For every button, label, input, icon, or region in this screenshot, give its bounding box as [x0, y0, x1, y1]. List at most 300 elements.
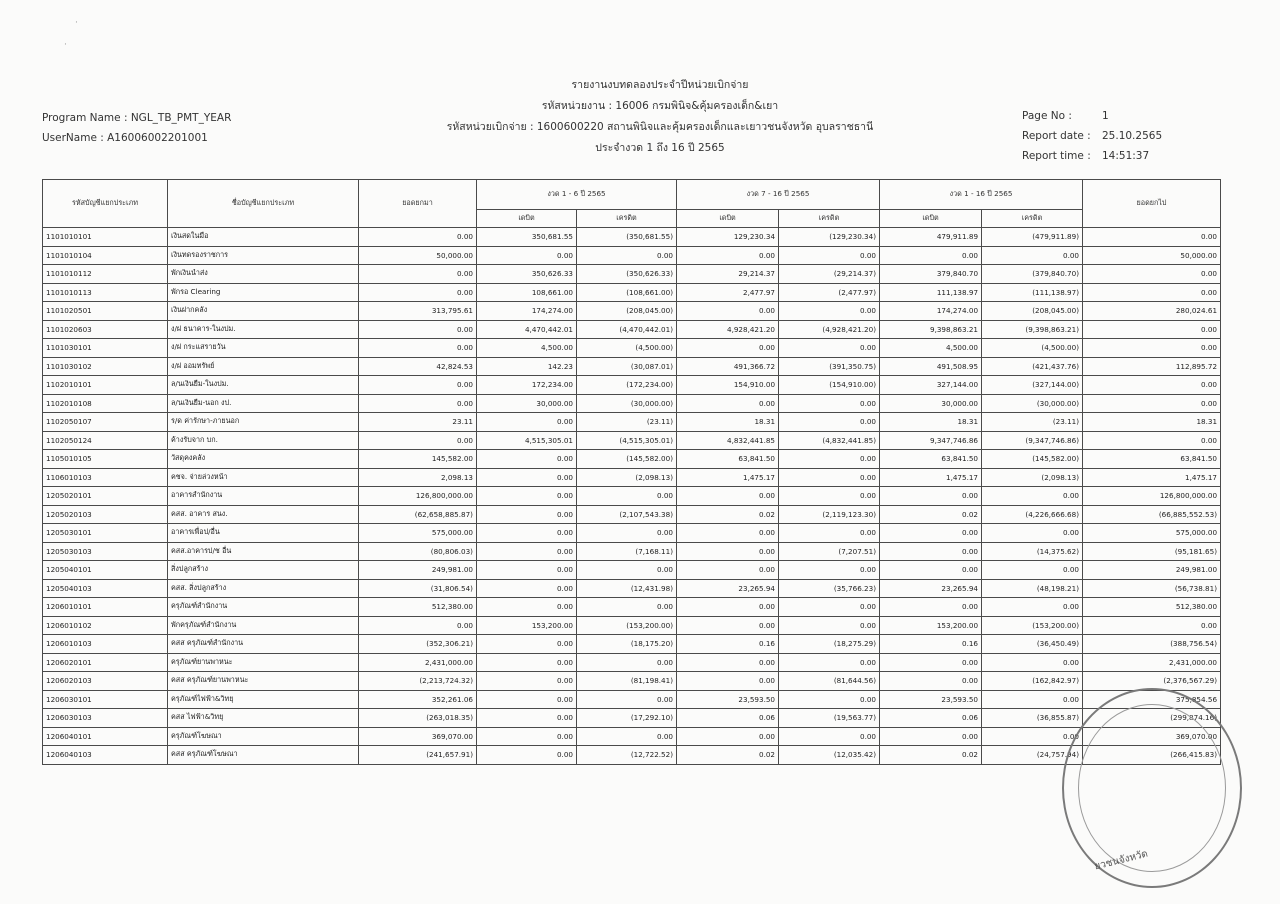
- cell-credit-1-6: (108,661.00): [577, 283, 677, 302]
- cell-opening-balance: 42,824.53: [359, 357, 477, 376]
- cell-debit-7-16: 29,214.37: [677, 265, 779, 284]
- cell-opening-balance: 23.11: [359, 413, 477, 432]
- cell-debit-7-16: 0.06: [677, 709, 779, 728]
- cell-credit-7-16: (154,910.00): [779, 376, 880, 395]
- cell-credit-1-16: (4,226,666.68): [982, 505, 1083, 524]
- cell-opening-balance: 249,981.00: [359, 561, 477, 580]
- cell-credit-1-6: 0.00: [577, 246, 677, 265]
- cell-credit-1-6: (4,470,442.01): [577, 320, 677, 339]
- cell-opening-balance: (352,306.21): [359, 635, 477, 654]
- table-row: [43, 598, 1221, 617]
- table-row: [43, 727, 1221, 746]
- trial-balance-table: [42, 179, 1221, 765]
- cell-account-name: คชจ. จ่ายล่วงหน้า: [168, 468, 359, 487]
- cell-debit-7-16: 4,832,441.85: [677, 431, 779, 450]
- cell-account-name: พักรอ Clearing: [168, 283, 359, 302]
- cell-debit-7-16: 491,366.72: [677, 357, 779, 376]
- cell-debit-1-16: 479,911.89: [880, 228, 982, 247]
- cell-debit-1-16: 491,508.95: [880, 357, 982, 376]
- table-row: [43, 653, 1221, 672]
- cell-debit-7-16: 0.00: [677, 672, 779, 691]
- cell-opening-balance: 0.00: [359, 283, 477, 302]
- cell-debit-1-16: 0.02: [880, 505, 982, 524]
- cell-debit-7-16: 0.16: [677, 635, 779, 654]
- cell-debit-1-16: 1,475.17: [880, 468, 982, 487]
- cell-debit-1-16: 174,274.00: [880, 302, 982, 321]
- cell-credit-7-16: (2,119,123.30): [779, 505, 880, 524]
- cell-debit-1-6: 350,681.55: [477, 228, 577, 247]
- cell-closing-balance: 0.00: [1083, 228, 1221, 247]
- cell-opening-balance: 0.00: [359, 376, 477, 395]
- cell-account-code: 1205020103: [43, 505, 168, 524]
- cell-opening-balance: 0.00: [359, 320, 477, 339]
- cell-account-name: คสส.อาคารป/ช อื่น: [168, 542, 359, 561]
- cell-credit-7-16: (18,275.29): [779, 635, 880, 654]
- cell-debit-1-6: 0.00: [477, 598, 577, 617]
- cell-debit-7-16: 4,928,421.20: [677, 320, 779, 339]
- cell-credit-1-16: (9,398,863.21): [982, 320, 1083, 339]
- cell-debit-1-6: 0.00: [477, 413, 577, 432]
- cell-opening-balance: 369,070.00: [359, 727, 477, 746]
- cell-account-name: คสส ครุภัณฑ์สำนักงาน: [168, 635, 359, 654]
- cell-credit-1-16: (479,911.89): [982, 228, 1083, 247]
- header-credit: เครดิต: [779, 210, 880, 228]
- cell-credit-1-16: (111,138.97): [982, 283, 1083, 302]
- cell-debit-1-16: 30,000.00: [880, 394, 982, 413]
- cell-account-code: 1206040101: [43, 727, 168, 746]
- table-row: [43, 283, 1221, 302]
- header-period-7-16: งวด 7 - 16 ปี 2565: [677, 180, 880, 210]
- cell-credit-1-16: (162,842.97): [982, 672, 1083, 691]
- cell-closing-balance: 0.00: [1083, 265, 1221, 284]
- table-row: [43, 487, 1221, 506]
- cell-debit-1-16: 4,500.00: [880, 339, 982, 358]
- cell-debit-1-6: 0.00: [477, 690, 577, 709]
- cell-debit-7-16: 0.00: [677, 524, 779, 543]
- cell-credit-7-16: 0.00: [779, 487, 880, 506]
- cell-debit-7-16: 0.02: [677, 746, 779, 765]
- cell-credit-1-16: (36,855.87): [982, 709, 1083, 728]
- cell-credit-1-6: (350,626.33): [577, 265, 677, 284]
- scan-speck: ·: [64, 40, 67, 50]
- table-row: [43, 561, 1221, 580]
- cell-account-code: 1206010103: [43, 635, 168, 654]
- cell-opening-balance: (31,806.54): [359, 579, 477, 598]
- cell-account-code: 1101010113: [43, 283, 168, 302]
- cell-credit-1-16: (14,375.62): [982, 542, 1083, 561]
- table-row: [43, 394, 1221, 413]
- cell-account-name: ง/ฝ ออมทรัพย์: [168, 357, 359, 376]
- cell-opening-balance: 0.00: [359, 431, 477, 450]
- cell-credit-7-16: 0.00: [779, 653, 880, 672]
- cell-account-code: 1102010101: [43, 376, 168, 395]
- cell-closing-balance: 0.00: [1083, 431, 1221, 450]
- cell-credit-1-16: (379,840.70): [982, 265, 1083, 284]
- cell-opening-balance: 50,000.00: [359, 246, 477, 265]
- cell-debit-7-16: 23,265.94: [677, 579, 779, 598]
- table-row: [43, 542, 1221, 561]
- header-credit: เครดิต: [982, 210, 1083, 228]
- cell-account-name: ครุภัณฑ์สำนักงาน: [168, 598, 359, 617]
- cell-opening-balance: 126,800,000.00: [359, 487, 477, 506]
- cell-credit-7-16: (81,644.56): [779, 672, 880, 691]
- cell-account-code: 1205040103: [43, 579, 168, 598]
- cell-account-name: คสส. อาคาร สนง.: [168, 505, 359, 524]
- cell-credit-7-16: (12,035.42): [779, 746, 880, 765]
- cell-credit-1-16: (9,347,746.86): [982, 431, 1083, 450]
- cell-credit-1-16: (4,500.00): [982, 339, 1083, 358]
- cell-debit-1-6: 0.00: [477, 524, 577, 543]
- cell-account-code: 1102050107: [43, 413, 168, 432]
- cell-account-name: วัสดุคงคลัง: [168, 450, 359, 469]
- cell-opening-balance: 145,582.00: [359, 450, 477, 469]
- cell-credit-1-6: (208,045.00): [577, 302, 677, 321]
- cell-credit-1-16: (48,198.21): [982, 579, 1083, 598]
- cell-debit-1-16: 0.00: [880, 246, 982, 265]
- cell-opening-balance: 2,431,000.00: [359, 653, 477, 672]
- cell-closing-balance: 112,895.72: [1083, 357, 1221, 376]
- cell-credit-1-6: 0.00: [577, 561, 677, 580]
- table-row: [43, 690, 1221, 709]
- cell-debit-1-6: 153,200.00: [477, 616, 577, 635]
- cell-credit-1-16: (153,200.00): [982, 616, 1083, 635]
- cell-account-name: คสส. สิ่งปลูกสร้าง: [168, 579, 359, 598]
- cell-credit-1-16: (2,098.13): [982, 468, 1083, 487]
- table-row: [43, 616, 1221, 635]
- seal-inner-ring: [1078, 704, 1226, 872]
- cell-credit-7-16: (19,563.77): [779, 709, 880, 728]
- cell-account-name: คสส ครุภัณฑ์โฆษณา: [168, 746, 359, 765]
- cell-closing-balance: (266,415.83): [1083, 746, 1221, 765]
- cell-debit-7-16: 0.02: [677, 505, 779, 524]
- cell-account-name: ครุภัณฑ์ไฟฟ้า&วิทยุ: [168, 690, 359, 709]
- cell-credit-7-16: 0.00: [779, 394, 880, 413]
- cell-closing-balance: 512,380.00: [1083, 598, 1221, 617]
- cell-credit-1-6: 0.00: [577, 524, 677, 543]
- cell-debit-1-6: 0.00: [477, 653, 577, 672]
- cell-account-name: ครุภัณฑ์ยานพาหนะ: [168, 653, 359, 672]
- period-line: ประจำงวด 1 ถึง 16 ปี 2565: [595, 142, 725, 154]
- cell-debit-1-16: 9,398,863.21: [880, 320, 982, 339]
- cell-credit-1-6: (12,431.98): [577, 579, 677, 598]
- cell-debit-7-16: 0.00: [677, 542, 779, 561]
- cell-account-code: 1101010112: [43, 265, 168, 284]
- cell-credit-7-16: 0.00: [779, 524, 880, 543]
- cell-credit-1-16: 0.00: [982, 487, 1083, 506]
- page-label: Page No :: [1022, 110, 1072, 122]
- cell-opening-balance: 0.00: [359, 265, 477, 284]
- table-row: [43, 672, 1221, 691]
- program-info: [42, 108, 231, 148]
- cell-debit-1-6: 4,515,305.01: [477, 431, 577, 450]
- cell-closing-balance: 2,431,000.00: [1083, 653, 1221, 672]
- cell-closing-balance: (2,376,567.29): [1083, 672, 1221, 691]
- cell-debit-1-16: 0.00: [880, 727, 982, 746]
- cell-debit-1-16: 0.02: [880, 746, 982, 765]
- table-row: [43, 450, 1221, 469]
- cell-credit-1-6: 0.00: [577, 727, 677, 746]
- cell-closing-balance: 1,475.17: [1083, 468, 1221, 487]
- cell-account-name: ง/ฝ ธนาคาร-ในงปม.: [168, 320, 359, 339]
- cell-credit-1-16: (327,144.00): [982, 376, 1083, 395]
- cell-account-name: ง/ฝ กระแสรายวัน: [168, 339, 359, 358]
- cell-debit-7-16: 1,475.17: [677, 468, 779, 487]
- cell-credit-1-6: (30,000.00): [577, 394, 677, 413]
- cell-opening-balance: (2,213,724.32): [359, 672, 477, 691]
- cell-debit-1-16: 0.16: [880, 635, 982, 654]
- report-time-value: 14:51:37: [1102, 150, 1150, 162]
- cell-account-code: 1105010105: [43, 450, 168, 469]
- report-meta: [1022, 106, 1162, 166]
- cell-closing-balance: 0.00: [1083, 616, 1221, 635]
- cell-closing-balance: 63,841.50: [1083, 450, 1221, 469]
- report-date-label: Report date :: [1022, 130, 1091, 142]
- cell-account-code: 1205030101: [43, 524, 168, 543]
- cell-debit-7-16: 0.00: [677, 394, 779, 413]
- cell-credit-7-16: (391,350.75): [779, 357, 880, 376]
- cell-debit-1-6: 4,470,442.01: [477, 320, 577, 339]
- cell-credit-1-16: 0.00: [982, 561, 1083, 580]
- cell-debit-1-16: 23,265.94: [880, 579, 982, 598]
- cell-account-name: พักครุภัณฑ์สำนักงาน: [168, 616, 359, 635]
- cell-opening-balance: (241,657.91): [359, 746, 477, 765]
- cell-closing-balance: 369,070.00: [1083, 727, 1221, 746]
- cell-account-name: คสส ไฟฟ้า&วิทยุ: [168, 709, 359, 728]
- table-row: [43, 505, 1221, 524]
- cell-credit-1-16: (23.11): [982, 413, 1083, 432]
- cell-account-code: 1101020603: [43, 320, 168, 339]
- cell-debit-1-16: 111,138.97: [880, 283, 982, 302]
- cell-credit-1-6: (12,722.52): [577, 746, 677, 765]
- table-row: [43, 524, 1221, 543]
- cell-debit-1-6: 0.00: [477, 450, 577, 469]
- cell-closing-balance: 0.00: [1083, 283, 1221, 302]
- cell-closing-balance: 0.00: [1083, 376, 1221, 395]
- cell-closing-balance: (388,756.54): [1083, 635, 1221, 654]
- cell-debit-1-6: 0.00: [477, 709, 577, 728]
- cell-debit-7-16: 0.00: [677, 302, 779, 321]
- cell-credit-1-16: (24,757.94): [982, 746, 1083, 765]
- cell-credit-7-16: (4,832,441.85): [779, 431, 880, 450]
- agency-line: รหัสหน่วยงาน : 16006 กรมพินิจ&คุ้มครองเด็ก&เยา: [541, 100, 779, 112]
- cell-debit-1-6: 108,661.00: [477, 283, 577, 302]
- table-row: [43, 246, 1221, 265]
- cell-credit-1-16: 0.00: [982, 598, 1083, 617]
- cell-credit-1-16: (30,000.00): [982, 394, 1083, 413]
- cell-account-name: อาคารเพื่อป/อื่น: [168, 524, 359, 543]
- cell-credit-1-6: (7,168.11): [577, 542, 677, 561]
- table-row: [43, 320, 1221, 339]
- cell-account-code: 1205020101: [43, 487, 168, 506]
- program-name: Program Name : NGL_TB_PMT_YEAR: [42, 112, 232, 124]
- cell-credit-1-16: (421,437.76): [982, 357, 1083, 376]
- cell-credit-7-16: 0.00: [779, 727, 880, 746]
- cell-credit-1-16: (208,045.00): [982, 302, 1083, 321]
- cell-credit-7-16: (7,207.51): [779, 542, 880, 561]
- cell-credit-1-6: (18,175.20): [577, 635, 677, 654]
- cell-debit-1-6: 0.00: [477, 505, 577, 524]
- cell-debit-1-6: 0.00: [477, 672, 577, 691]
- cell-opening-balance: 352,261.06: [359, 690, 477, 709]
- table-row: [43, 746, 1221, 765]
- header-debit: เดบิต: [677, 210, 779, 228]
- cell-account-code: 1206020103: [43, 672, 168, 691]
- cell-opening-balance: (263,018.35): [359, 709, 477, 728]
- cell-credit-7-16: 0.00: [779, 302, 880, 321]
- cell-opening-balance: 0.00: [359, 339, 477, 358]
- cell-account-code: 1102050124: [43, 431, 168, 450]
- cell-account-code: 1206010102: [43, 616, 168, 635]
- report-time-label: Report time :: [1022, 150, 1091, 162]
- cell-debit-1-6: 4,500.00: [477, 339, 577, 358]
- cell-debit-1-6: 174,274.00: [477, 302, 577, 321]
- cell-debit-1-6: 0.00: [477, 727, 577, 746]
- cell-credit-1-6: (153,200.00): [577, 616, 677, 635]
- cell-closing-balance: (56,738.81): [1083, 579, 1221, 598]
- cell-debit-7-16: 0.00: [677, 487, 779, 506]
- table-row: [43, 413, 1221, 432]
- scan-speck: ·: [75, 18, 78, 28]
- cell-account-code: 1206020101: [43, 653, 168, 672]
- cell-closing-balance: 280,024.61: [1083, 302, 1221, 321]
- cell-debit-1-6: 30,000.00: [477, 394, 577, 413]
- cell-debit-1-16: 0.06: [880, 709, 982, 728]
- table-row: [43, 302, 1221, 321]
- cell-account-name: เงินทดรองราชการ: [168, 246, 359, 265]
- header-opening-balance: ยอดยกมา: [359, 180, 477, 228]
- cell-credit-7-16: 0.00: [779, 413, 880, 432]
- cell-debit-1-6: 0.00: [477, 487, 577, 506]
- cell-account-code: 1101010104: [43, 246, 168, 265]
- cell-account-code: 1206030101: [43, 690, 168, 709]
- cell-debit-7-16: 154,910.00: [677, 376, 779, 395]
- cell-credit-7-16: (4,928,421.20): [779, 320, 880, 339]
- cell-debit-1-16: 0.00: [880, 487, 982, 506]
- report-title: รายงานงบทดลองประจำปีหน่วยเบิกจ่าย: [571, 79, 749, 91]
- cell-opening-balance: 2,098.13: [359, 468, 477, 487]
- cell-debit-1-16: 379,840.70: [880, 265, 982, 284]
- cell-credit-1-16: 0.00: [982, 246, 1083, 265]
- cell-account-code: 1101030101: [43, 339, 168, 358]
- cell-debit-1-16: 0.00: [880, 524, 982, 543]
- cell-credit-1-6: (172,234.00): [577, 376, 677, 395]
- cell-credit-1-6: (23.11): [577, 413, 677, 432]
- cell-closing-balance: 375,854.56: [1083, 690, 1221, 709]
- cell-debit-1-16: 327,144.00: [880, 376, 982, 395]
- cell-account-name: เงินสดในมือ: [168, 228, 359, 247]
- cell-account-code: 1101030102: [43, 357, 168, 376]
- cell-credit-7-16: 0.00: [779, 561, 880, 580]
- header-account-code: รหัสบัญชีแยกประเภท: [43, 180, 168, 228]
- cell-debit-1-6: 0.00: [477, 579, 577, 598]
- cell-credit-1-6: (4,500.00): [577, 339, 677, 358]
- cell-credit-1-16: (36,450.49): [982, 635, 1083, 654]
- cell-debit-1-16: 0.00: [880, 653, 982, 672]
- table-row: [43, 468, 1221, 487]
- cell-account-code: 1206040103: [43, 746, 168, 765]
- cell-debit-7-16: 18.31: [677, 413, 779, 432]
- table-row: [43, 431, 1221, 450]
- table-row: [43, 376, 1221, 395]
- cell-account-code: 1205040101: [43, 561, 168, 580]
- cell-debit-7-16: 2,477.97: [677, 283, 779, 302]
- cell-debit-1-6: 0.00: [477, 246, 577, 265]
- cell-credit-7-16: (29,214.37): [779, 265, 880, 284]
- cell-account-code: 1205030103: [43, 542, 168, 561]
- cell-closing-balance: (66,885,552.53): [1083, 505, 1221, 524]
- table-row: [43, 339, 1221, 358]
- cell-closing-balance: 0.00: [1083, 394, 1221, 413]
- cell-credit-1-6: (4,515,305.01): [577, 431, 677, 450]
- cell-opening-balance: (80,806.03): [359, 542, 477, 561]
- cell-credit-1-6: 0.00: [577, 598, 677, 617]
- cell-opening-balance: 0.00: [359, 228, 477, 247]
- cell-opening-balance: (62,658,885.87): [359, 505, 477, 524]
- cell-credit-7-16: (129,230.34): [779, 228, 880, 247]
- header-period-1-16: งวด 1 - 16 ปี 2565: [880, 180, 1083, 210]
- disbursing-unit-line: รหัสหน่วยเบิกจ่าย : 1600600220 สถานพินิจและคุ้มครองเด็กและเยาวชนจังหวัด อุบลราชธานี: [446, 121, 874, 133]
- cell-credit-7-16: (2,477.97): [779, 283, 880, 302]
- cell-account-name: ล/นเงินยืม-ในงปม.: [168, 376, 359, 395]
- cell-debit-1-16: 0.00: [880, 598, 982, 617]
- cell-credit-7-16: 0.00: [779, 468, 880, 487]
- table-body: [43, 228, 1221, 765]
- report-heading: [380, 75, 940, 159]
- cell-credit-1-16: 0.00: [982, 727, 1083, 746]
- cell-debit-1-6: 0.00: [477, 746, 577, 765]
- header-debit: เดบิต: [880, 210, 982, 228]
- cell-debit-7-16: 0.00: [677, 727, 779, 746]
- table-row: [43, 228, 1221, 247]
- cell-debit-1-6: 0.00: [477, 635, 577, 654]
- table-row: [43, 357, 1221, 376]
- cell-opening-balance: 0.00: [359, 394, 477, 413]
- cell-credit-1-6: (30,087.01): [577, 357, 677, 376]
- cell-closing-balance: 50,000.00: [1083, 246, 1221, 265]
- cell-debit-7-16: 0.00: [677, 246, 779, 265]
- official-seal-stamp: [1062, 688, 1242, 888]
- header-credit: เครดิต: [577, 210, 677, 228]
- cell-credit-1-16: 0.00: [982, 690, 1083, 709]
- header-debit: เดบิต: [477, 210, 577, 228]
- cell-credit-1-16: 0.00: [982, 524, 1083, 543]
- cell-account-name: ค้างรับจาก บก.: [168, 431, 359, 450]
- cell-account-name: เงินฝากคลัง: [168, 302, 359, 321]
- cell-closing-balance: 0.00: [1083, 320, 1221, 339]
- cell-closing-balance: (95,181.65): [1083, 542, 1221, 561]
- cell-debit-7-16: 0.00: [677, 598, 779, 617]
- cell-credit-1-16: 0.00: [982, 653, 1083, 672]
- report-date-value: 25.10.2565: [1102, 130, 1163, 142]
- seal-lettering: ยวชนจังหวัด: [1093, 848, 1150, 873]
- cell-debit-7-16: 129,230.34: [677, 228, 779, 247]
- cell-account-code: 1102010108: [43, 394, 168, 413]
- cell-closing-balance: 126,800,000.00: [1083, 487, 1221, 506]
- table-row: [43, 635, 1221, 654]
- cell-account-name: ครุภัณฑ์โฆษณา: [168, 727, 359, 746]
- cell-credit-1-6: (2,098.13): [577, 468, 677, 487]
- cell-account-name: คสส ครุภัณฑ์ยานพาหนะ: [168, 672, 359, 691]
- cell-account-name: ล/นเงินยืม-นอก งป.: [168, 394, 359, 413]
- cell-closing-balance: (299,874.16): [1083, 709, 1221, 728]
- cell-credit-1-6: (350,681.55): [577, 228, 677, 247]
- cell-closing-balance: 575,000.00: [1083, 524, 1221, 543]
- page-value: 1: [1102, 110, 1109, 122]
- username: UserName : A16006002201001: [42, 132, 208, 144]
- cell-debit-1-6: 0.00: [477, 561, 577, 580]
- cell-debit-1-16: 18.31: [880, 413, 982, 432]
- cell-credit-1-16: (145,582.00): [982, 450, 1083, 469]
